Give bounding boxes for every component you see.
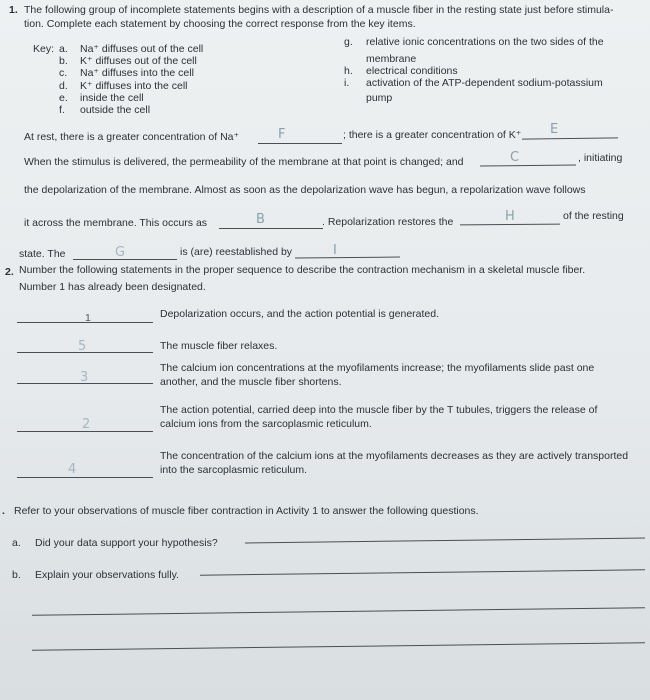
key-item-c: Na⁺ diffuses into the cell (80, 67, 194, 79)
sequence-text-3-cont: another, and the muscle fiber shortens. (160, 376, 342, 388)
q1-sentence2-part1: When the stimulus is delivered, the permeability of the membrane at that point is changed; and (24, 156, 464, 168)
answer-blank-4[interactable] (219, 228, 323, 229)
key-letter-d: d. (59, 80, 68, 92)
answer-blank-6[interactable] (73, 259, 177, 260)
q1-sentence4-part1: it across the membrane. This occurs as (24, 217, 208, 229)
sequence-answer-3: 3 (80, 370, 89, 385)
q2-intro-line1: Number the following statements in the proper sequence to describe the contraction mechanism in a skeletal muscle fiber. (19, 264, 586, 276)
q3-number: . (2, 505, 5, 517)
key-item-b: K⁺ diffuses out of the cell (80, 55, 197, 67)
handwritten-answer-4: B (256, 212, 265, 227)
q1-sentence5-part1: state. The (19, 248, 66, 260)
answer-blank-1[interactable] (258, 143, 342, 144)
sequence-text-3: The calcium ion concentrations at the myofilaments increase; the myofilaments slide past one (160, 362, 595, 374)
sequence-answer-2: 5 (78, 339, 87, 354)
sequence-answer-5: 4 (68, 462, 77, 477)
key-item-e: inside the cell (80, 92, 144, 104)
key-letter-a: a. (59, 43, 68, 55)
q1-intro-line2: tion. Complete each statement by choosing the correct response from the key items. (24, 18, 416, 30)
answer-blank-3[interactable] (480, 164, 576, 166)
q1-sentence4-part3: of the resting (563, 210, 624, 222)
q3a-answer-line[interactable] (245, 538, 645, 544)
q1-sentence3: the depolarization of the membrane. Almost as soon as the depolarization wave has begun, a repolarization wave follows (24, 184, 586, 196)
key-item-g: relative ionic concentrations on the two sides of the (366, 36, 604, 48)
key-letter-g: g. (344, 36, 353, 48)
key-item-a: Na⁺ diffuses out of the cell (80, 43, 204, 55)
key-letter-i: i. (344, 77, 350, 89)
q1-sentence5-part2: is (are) reestablished by (180, 246, 293, 258)
key-item-g-cont: membrane (366, 53, 417, 65)
sequence-answer-4: 2 (82, 417, 91, 432)
q3-intro: Refer to your observations of muscle fiber contraction in Activity 1 to answer the following questions. (14, 505, 479, 517)
handwritten-answer-1: F (278, 127, 286, 142)
sequence-text-2: The muscle fiber relaxes. (160, 340, 278, 352)
sequence-text-5-cont: into the sarcoplasmic reticulum. (160, 464, 308, 476)
key-letter-c: c. (59, 67, 68, 79)
key-letter-b: b. (59, 55, 68, 67)
q1-intro-line1: The following group of incomplete statements begins with a description of a muscle fiber in the resting state just before stimula- (24, 4, 614, 16)
sequence-blank-5[interactable] (17, 477, 153, 478)
answer-blank-2[interactable] (522, 137, 618, 139)
q1-sentence4-part2: . Repolarization restores the (322, 216, 454, 228)
handwritten-answer-6: G (115, 245, 126, 260)
q1-sentence2-part2: , initiating (578, 152, 623, 164)
sequence-answer-1: 1 (85, 312, 91, 324)
sequence-text-4: The action potential, carried deep into the muscle fiber by the T tubules, triggers the release of (160, 404, 598, 416)
key-item-f: outside the cell (80, 104, 151, 116)
q2-intro-line2: Number 1 has already been designated. (19, 281, 206, 293)
key-label: Key: (33, 43, 55, 55)
q3b-question: Explain your observations fully. (35, 569, 179, 581)
key-item-d: K⁺ diffuses into the cell (80, 80, 188, 92)
answer-blank-7[interactable] (295, 257, 400, 259)
handwritten-answer-7: I (333, 243, 337, 258)
sequence-text-5: The concentration of the calcium ions at the myofilaments decreases as they are actively transported (160, 450, 629, 462)
handwritten-answer-3: C (510, 150, 520, 165)
sequence-text-4-cont: calcium ions from the sarcoplasmic reticulum. (160, 418, 372, 430)
sequence-text-1: Depolarization occurs, and the action potential is generated. (160, 308, 440, 320)
q3b-answer-line-2[interactable] (32, 607, 645, 615)
q1-sentence1-part2: ; there is a greater concentration of K⁺ (343, 129, 522, 141)
key-item-i-cont: pump (366, 92, 393, 104)
key-letter-f: f. (59, 104, 65, 116)
handwritten-answer-5: H (505, 209, 515, 224)
key-item-i: activation of the ATP-dependent sodium-potassium (366, 77, 603, 89)
q3b-answer-line-1[interactable] (200, 569, 645, 575)
key-letter-e: e. (59, 92, 68, 104)
q3a-letter: a. (12, 537, 21, 549)
q3a-question: Did your data support your hypothesis? (35, 537, 218, 549)
key-item-h: electrical conditions (366, 65, 458, 77)
q3b-letter: b. (12, 569, 21, 581)
handwritten-answer-2: E (550, 122, 559, 137)
key-letter-h: h. (344, 65, 353, 77)
q2-number: 2. (5, 266, 14, 278)
q1-number: 1. (9, 4, 18, 16)
q1-sentence1-part1: At rest, there is a greater concentration of Na⁺ (24, 131, 240, 143)
q3b-answer-line-3[interactable] (32, 642, 645, 650)
